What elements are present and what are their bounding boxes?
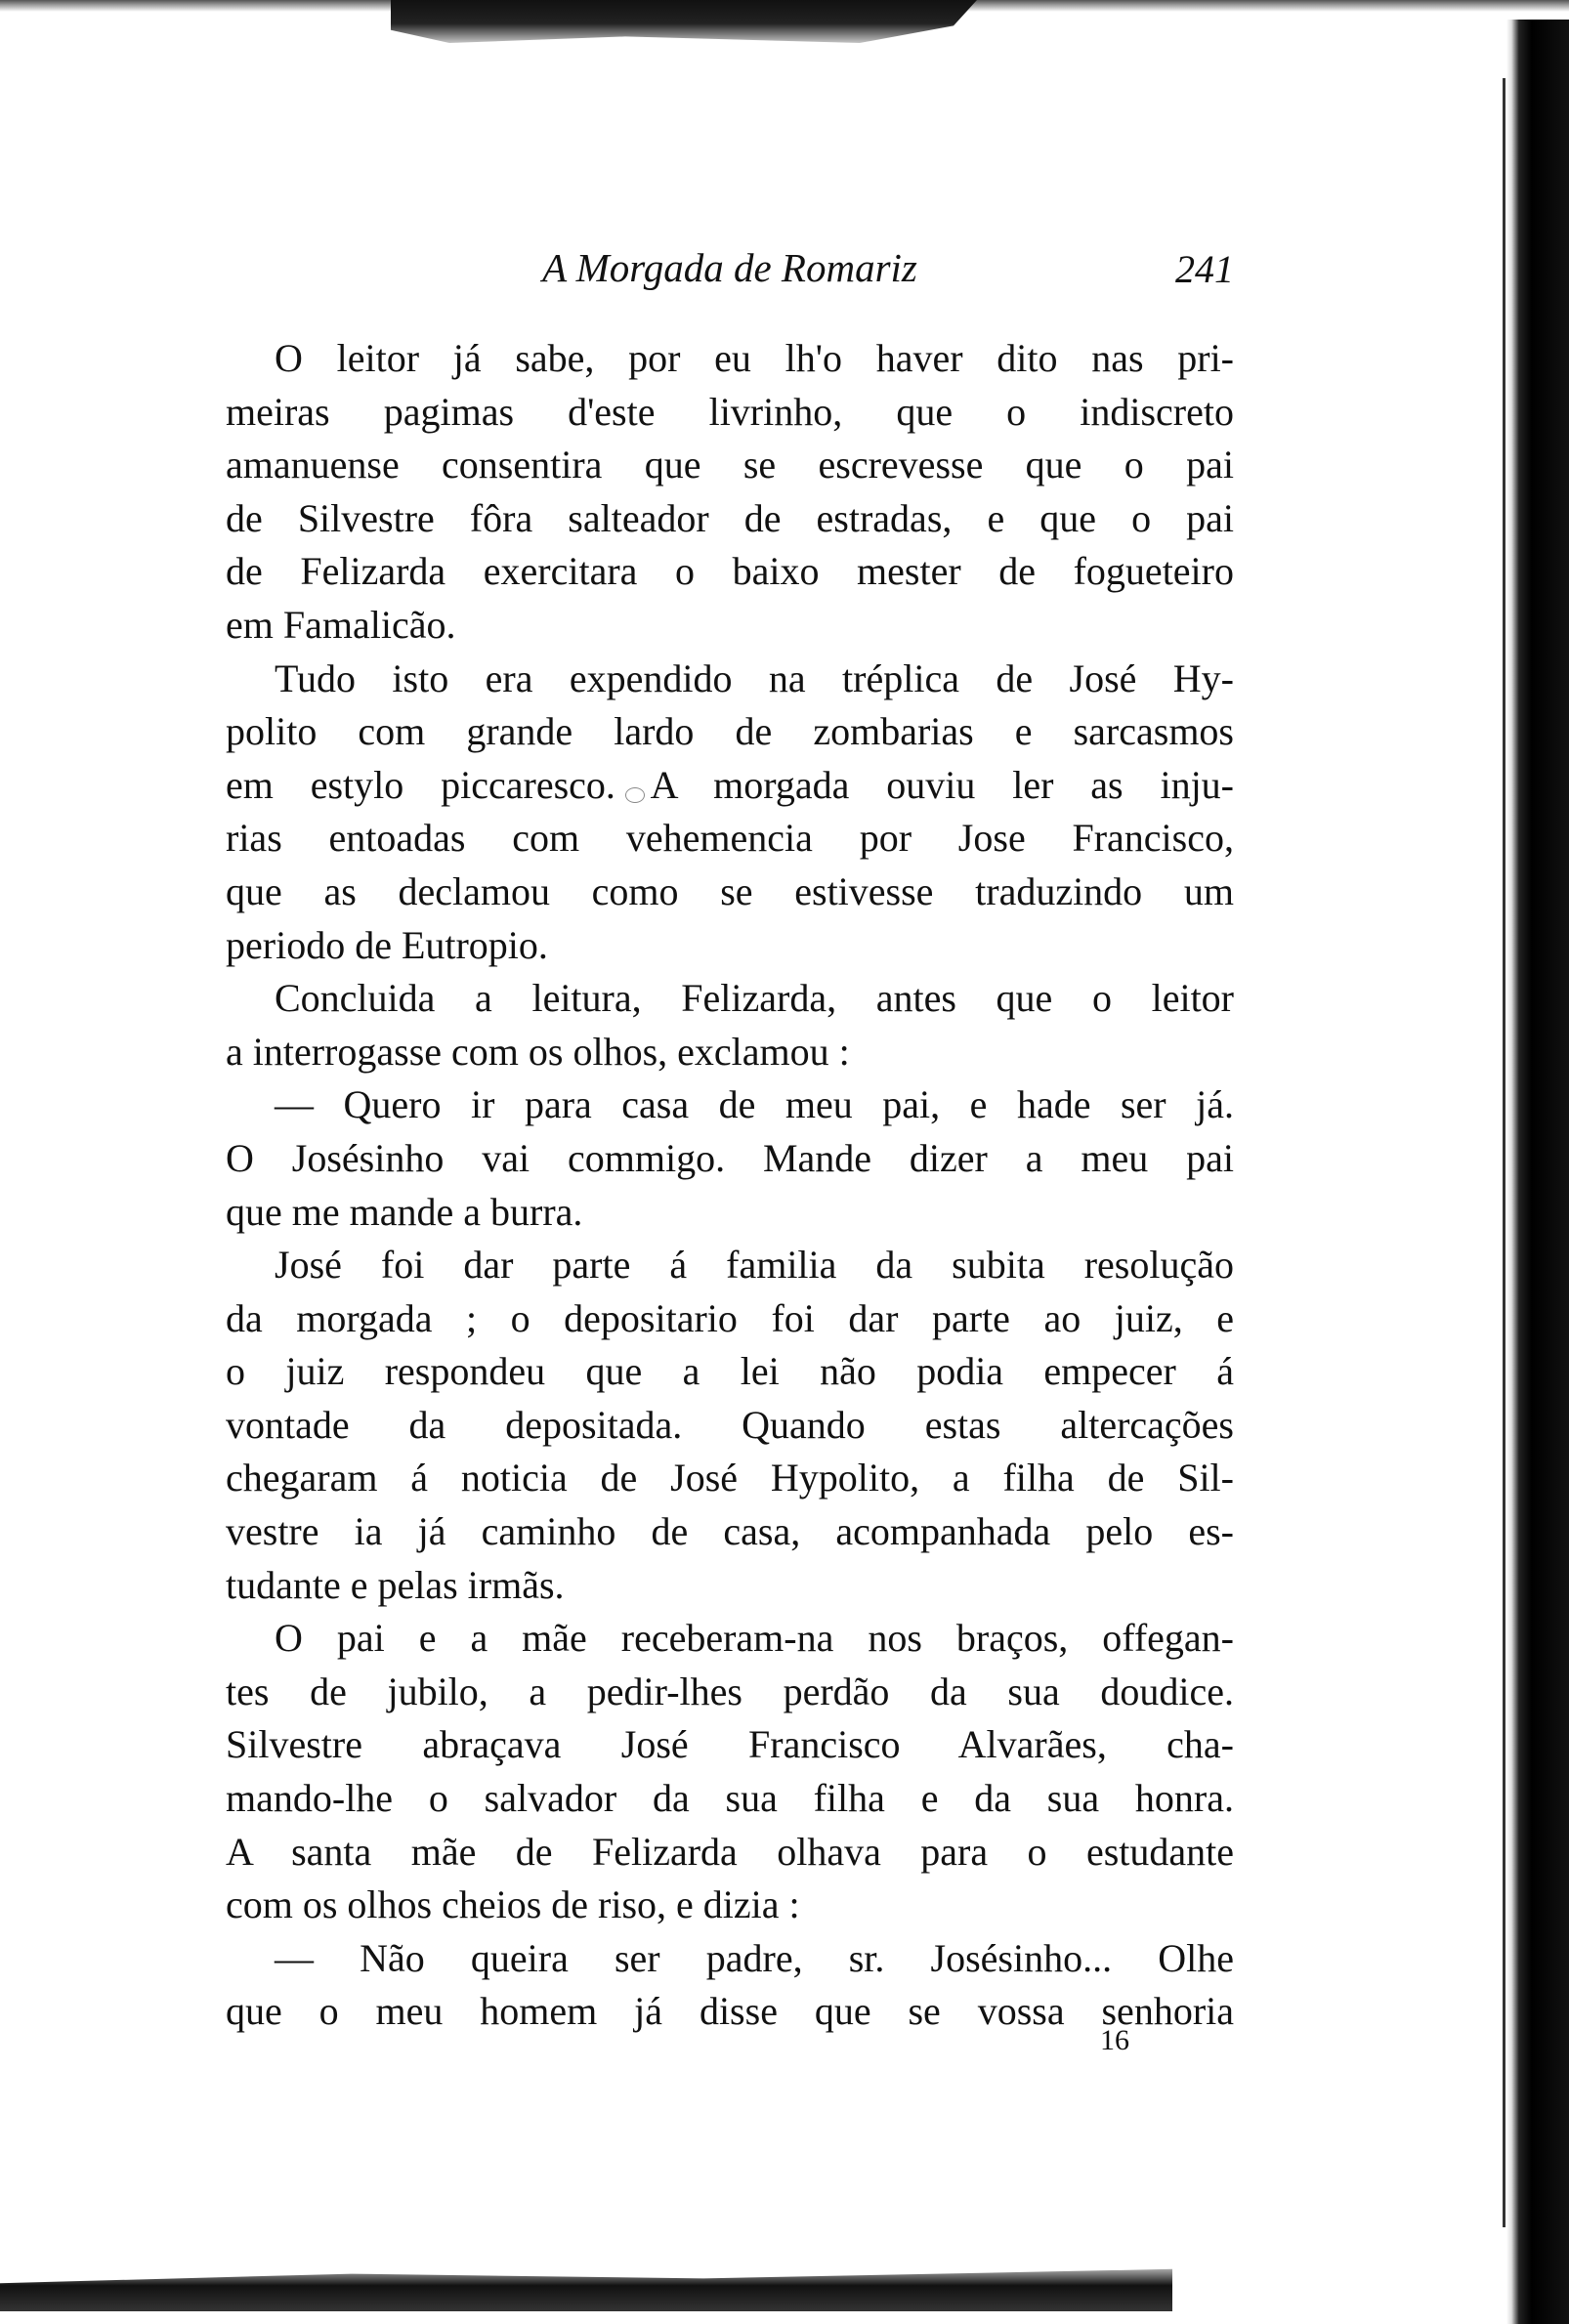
text-line: chegaram á noticia de José Hypolito, a filha de Sil- [226, 1456, 1234, 1500]
text-line: que o meu homem já disse que se vossa senhoria [226, 1989, 1234, 2034]
text-line: — Não queira ser padre, sr. Josésinho... Olhe [275, 1935, 1234, 1980]
text-line: que as declamou como se estivesse traduzindo um [226, 868, 1234, 913]
text-line: Tudo isto era expendido na tréplica de José Hy- [275, 655, 1234, 700]
pencil-mark [625, 787, 645, 803]
text-line: tudante e pelas irmãs. [226, 1562, 565, 1607]
text-line: em estylo piccaresco. A morgada ouviu ler as inju- [226, 762, 1234, 807]
text-line: de Felizarda exercitara o baixo mester de fogueteiro [226, 549, 1234, 594]
text-line: o juiz respondeu que a lei não podia empecer á [226, 1349, 1234, 1394]
scan-artifact-right [1506, 20, 1569, 2324]
scan-artifact-bottom [0, 2264, 1172, 2311]
text-line: que me mande a burra. [226, 1189, 583, 1234]
text-line: meiras pagimas d'este livrinho, que o indiscreto [226, 389, 1234, 434]
page-header [226, 244, 1234, 303]
text-line: O leitor já sabe, por eu lh'o haver dito nas pri- [275, 336, 1234, 380]
text-line: a interrogasse com os olhos, exclamou : [226, 1029, 850, 1074]
text-line: Silvestre abraçava José Francisco Alvarães, cha- [226, 1722, 1234, 1767]
text-line: O Josésinho vai commigo. Mande dizer a meu pai [226, 1135, 1234, 1180]
text-line: com os olhos cheios de riso, e dizia : [226, 1882, 800, 1927]
running-title: A Morgada de Romariz [542, 245, 917, 290]
text-line: mando-lhe o salvador da sua filha e da sua honra. [226, 1776, 1234, 1821]
text-line: Concluida a leitura, Felizarda, antes que o leitor [275, 976, 1234, 1021]
signature-mark: 16 [1100, 2024, 1129, 2056]
scan-artifact-top [391, 0, 977, 43]
text-line: polito com grande lardo de zombarias e sarcasmos [226, 709, 1234, 754]
body-text [226, 332, 1234, 2039]
text-line: periodo de Eutropio. [226, 922, 548, 967]
text-line: da morgada ; o depositario foi dar parte ao juiz, e [226, 1295, 1234, 1340]
text-line: vontade da depositada. Quando estas altercações [226, 1402, 1234, 1447]
text-line: A santa mãe de Felizarda olhava para o estudante [226, 1829, 1234, 1874]
text-line: O pai e a mãe receberam-na nos braços, offegan- [275, 1616, 1234, 1661]
text-line: rias entoadas com vehemencia por Jose Francisco, [226, 816, 1234, 861]
text-line: vestre ia já caminho de casa, acompanhada pelo es- [226, 1509, 1234, 1554]
text-line: — Quero ir para casa de meu pai, e hade ser já. [275, 1082, 1234, 1127]
page-number: 241 [1175, 247, 1234, 291]
text-line: tes de jubilo, a pedir-lhes perdão da sua doudice. [226, 1669, 1234, 1713]
text-line: de Silvestre fôra salteador de estradas, e que o pai [226, 495, 1234, 540]
page-edge-line [1503, 78, 1505, 2227]
text-line: amanuense consentira que se escrevesse que o pai [226, 443, 1234, 487]
text-line: em Famalicão. [226, 602, 456, 647]
text-line: José foi dar parte á familia da subita resolução [275, 1243, 1234, 1288]
